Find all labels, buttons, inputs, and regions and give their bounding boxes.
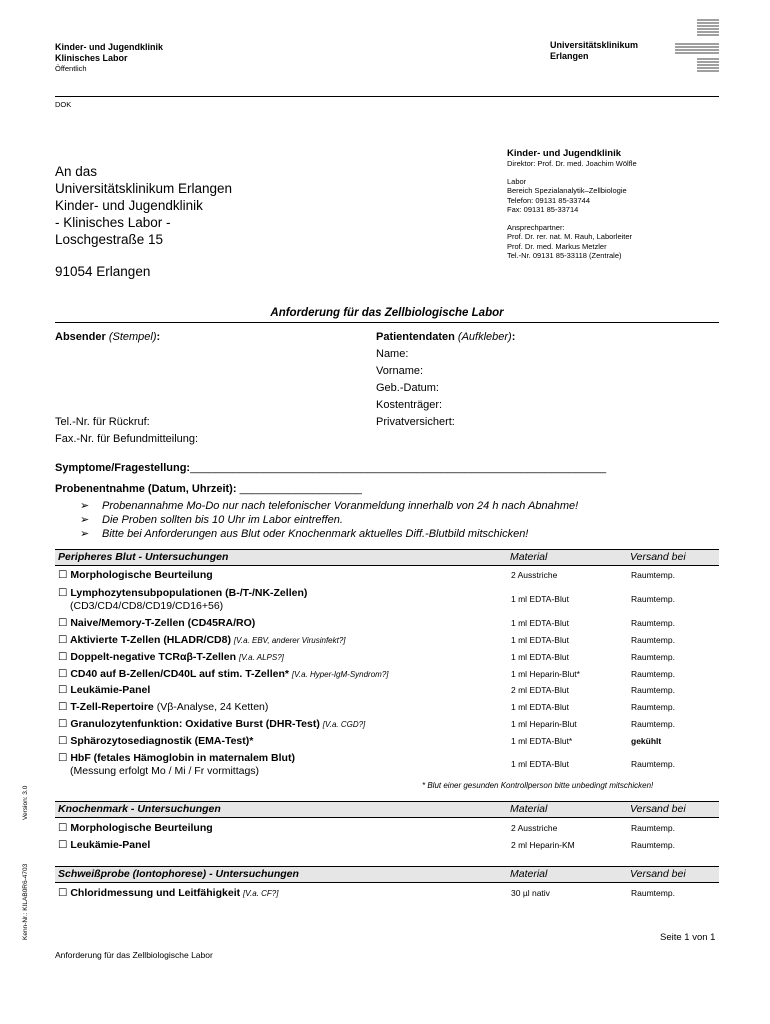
marrow-section-title: Knochenmark - Untersuchungen <box>58 803 221 815</box>
version-label: Version: 3.0 <box>22 785 29 820</box>
test-checkbox-label[interactable] <box>58 668 389 681</box>
material-cell: 1 ml EDTA-Blut <box>511 594 569 604</box>
header-divider <box>55 96 719 97</box>
patient-block[interactable]: Patientendaten (Aufkleber): Name: Vorname: Geb.-Datum: Kostenträger: Privatversichert: <box>376 329 515 431</box>
callback-phone-field[interactable]: Tel.-Nr. für Rückruf: <box>55 416 150 428</box>
test-checkbox-label[interactable] <box>58 569 213 582</box>
test-checkbox-label[interactable] <box>58 839 150 852</box>
address-line: Kinder- und Jugendklinik <box>55 198 203 213</box>
test-checkbox-label[interactable] <box>58 651 284 664</box>
test-note: [V.a. Hyper-IgM-Syndrom?] <box>291 670 389 679</box>
contact-partner: Prof. Dr. med. Markus Metzler <box>507 241 607 251</box>
material-column-header: Material <box>510 551 548 563</box>
checkbox-icon[interactable]: ☐ <box>58 617 68 629</box>
page-number: Seite 1 von 1 <box>660 932 716 943</box>
test-name: CD40 auf B-Zellen/CD40L auf stim. T-Zellen* <box>70 668 289 680</box>
header-university <box>550 40 638 62</box>
test-note: [V.a. ALPS?] <box>238 653 284 662</box>
material-cell: 1 ml EDTA-Blut <box>511 702 569 712</box>
arrow-icon: ➢ <box>80 528 90 540</box>
test-name: T-Zell-Repertoire <box>70 701 154 713</box>
contact-fax: Fax: 09131 85-33714 <box>507 205 579 214</box>
patient-insurer-field[interactable]: Kostenträger: <box>376 399 443 411</box>
checkbox-icon[interactable]: ☐ <box>58 684 68 696</box>
contact-block <box>507 148 637 261</box>
callback-block <box>55 414 198 448</box>
test-name: Lymphozytensubpopulationen (B-/T-/NK-Zellen) <box>70 587 308 599</box>
header-lab: Klinisches Labor <box>55 53 128 63</box>
test-name: Sphärozytosediagnostik (EMA-Test)* <box>70 735 254 747</box>
sweat-section-header <box>55 866 719 883</box>
checkbox-icon[interactable]: ☐ <box>58 668 68 680</box>
sampling-field[interactable] <box>55 481 362 498</box>
sender-field[interactable]: Absender (Stempel): <box>55 331 161 343</box>
shipping-cell: Raumtemp. <box>631 669 675 679</box>
patient-hint: (Aufkleber) <box>457 331 512 343</box>
shipping-cell: Raumtemp. <box>631 685 675 695</box>
shipping-cell: Raumtemp. <box>631 888 675 898</box>
test-name: Granulozytenfunktion: Oxidative Burst (DHR-Test) <box>70 718 320 730</box>
checkbox-icon[interactable]: ☐ <box>58 822 68 834</box>
contact-phone: Telefon: 09131 85-33744 <box>507 195 590 205</box>
checkbox-icon[interactable]: ☐ <box>58 718 68 730</box>
material-column-header: Material <box>510 868 548 880</box>
header-clinic: Kinder- und Jugendklinik <box>55 42 164 52</box>
blood-section-header <box>55 549 719 566</box>
material-cell: 1 ml Heparin-Blut* <box>511 669 580 679</box>
shipping-cell: Raumtemp. <box>631 618 675 628</box>
header-university-line1: Universitätsklinikum <box>550 40 639 50</box>
contact-area: Bereich Spezialanalytik–Zellbiologie <box>507 186 627 195</box>
title-divider <box>55 322 719 323</box>
sampling-label: Probenentnahme (Datum, Uhrzeit): <box>55 483 237 495</box>
contact-director: Direktor: Prof. Dr. med. Joachim Wölfle <box>507 159 637 168</box>
sender-label: Absender <box>55 331 106 343</box>
shipping-cell: Raumtemp. <box>631 635 675 645</box>
contact-lab: Labor <box>507 176 527 186</box>
checkbox-icon[interactable]: ☐ <box>58 735 68 747</box>
address-line: - Klinisches Labor - <box>55 215 171 230</box>
test-name: Doppelt-negative TCRαβ-T-Zellen <box>70 651 237 663</box>
material-cell: 1 ml EDTA-Blut <box>511 652 569 662</box>
contact-partner: Prof. Dr. rer. nat. M. Rauh, Laborleiter <box>507 232 633 241</box>
patient-firstname-field[interactable]: Vorname: <box>376 365 424 377</box>
checkbox-icon[interactable]: ☐ <box>58 634 68 646</box>
recipient-address <box>55 163 232 280</box>
shipping-cell: Raumtemp. <box>631 594 675 604</box>
test-checkbox-label[interactable] <box>58 617 255 630</box>
material-cell: 1 ml EDTA-Blut* <box>511 736 573 746</box>
header-public: Öffentlich <box>55 64 87 73</box>
patient-private-field[interactable]: Privatversichert: <box>376 416 455 428</box>
test-checkbox-label[interactable] <box>58 718 365 731</box>
patient-label: Patientendaten <box>376 331 455 343</box>
university-logo-icon <box>675 18 719 73</box>
patient-name-field[interactable]: Name: <box>376 348 409 360</box>
test-name: Morphologische Beurteilung <box>70 822 213 834</box>
checkbox-icon[interactable]: ☐ <box>58 701 68 713</box>
test-name: Morphologische Beurteilung <box>70 569 213 581</box>
test-checkbox-label[interactable] <box>58 634 346 647</box>
test-note: [V.a. CGD?] <box>322 720 366 729</box>
shipping-column-header: Versand bei <box>630 868 686 880</box>
checkbox-icon[interactable]: ☐ <box>58 839 68 851</box>
test-checkbox-label[interactable] <box>58 701 268 714</box>
material-column-header: Material <box>510 803 548 815</box>
sender-hint: (Stempel) <box>108 331 157 343</box>
material-cell: 1 ml Heparin-Blut <box>511 719 577 729</box>
test-checkbox-label[interactable] <box>58 684 150 697</box>
shipping-column-header: Versand bei <box>630 803 686 815</box>
material-cell: 1 ml EDTA-Blut <box>511 635 569 645</box>
arrow-icon: ➢ <box>80 500 90 512</box>
result-fax-field[interactable]: Fax.-Nr. für Befundmitteilung: <box>55 433 199 445</box>
shipping-cell: gekühlt <box>631 736 662 746</box>
shipping-cell: Raumtemp. <box>631 652 675 662</box>
sampling-line: ____________________ <box>236 483 362 495</box>
test-checkbox-label[interactable] <box>58 822 213 835</box>
test-checkbox-label[interactable] <box>58 887 278 900</box>
contact-central: Tel.-Nr. 09131 85-33118 (Zentrale) <box>507 251 622 260</box>
shipping-cell: Raumtemp. <box>631 840 675 850</box>
shipping-cell: Raumtemp. <box>631 570 675 580</box>
header-university-line2: Erlangen <box>550 51 589 61</box>
address-line: Loschgestraße 15 <box>55 232 164 247</box>
checkbox-icon[interactable]: ☐ <box>58 569 68 581</box>
material-cell: 2 Ausstriche <box>511 570 558 580</box>
arrow-icon: ➢ <box>80 514 90 526</box>
address-line: An das <box>55 164 98 179</box>
form-title: Anforderung für das Zellbiologische Labor <box>270 307 504 319</box>
material-cell: 1 ml EDTA-Blut <box>511 618 569 628</box>
address-line: 91054 Erlangen <box>55 264 151 279</box>
symptoms-field[interactable] <box>55 460 606 477</box>
test-checkbox-label[interactable] <box>58 735 253 748</box>
sweat-section-title: Schweißprobe (Iontophorese) - Untersuchungen <box>58 868 299 880</box>
material-cell: 2 Ausstriche <box>511 823 558 833</box>
contact-title: Kinder- und Jugendklinik <box>507 148 622 159</box>
doc-tag: DOK <box>55 100 72 109</box>
test-name: Aktivierte T-Zellen (HLADR/CD8) <box>69 634 231 646</box>
symptoms-line: ____________________________________________________________________ <box>190 462 607 474</box>
shipping-cell: Raumtemp. <box>631 823 675 833</box>
material-cell: 2 ml Heparin-KM <box>511 840 575 850</box>
blood-footnote: * Blut einer gesunden Kontrollperson bitte unbedingt mitschicken! <box>422 781 654 790</box>
blood-section-title: Peripheres Blut - Untersuchungen <box>58 551 229 563</box>
shipping-column-header: Versand bei <box>630 551 686 563</box>
checkbox-icon[interactable]: ☐ <box>58 651 68 663</box>
test-name: Leukämie-Panel <box>70 839 151 851</box>
shipping-cell: Raumtemp. <box>631 702 675 712</box>
shipping-cell: Raumtemp. <box>631 759 675 769</box>
checkbox-icon[interactable]: ☐ <box>58 887 68 899</box>
test-name: HbF (fetales Hämoglobin in maternalem Blut) <box>70 752 295 764</box>
test-note: [V.a. EBV, anderer Virusinfekt?] <box>233 636 346 645</box>
footer-title: Anforderung für das Zellbiologische Labor <box>55 950 213 960</box>
test-checkbox-label[interactable] <box>58 752 295 765</box>
address-line: Universitätsklinikum Erlangen <box>55 181 233 196</box>
material-cell: 30 µl nativ <box>511 888 550 898</box>
symptoms-label: Symptome/Fragestellung: <box>55 462 191 474</box>
test-note: (Messung erfolgt Mo / Mi / Fr vormittags) <box>70 765 260 777</box>
test-checkbox-label[interactable] <box>58 587 307 600</box>
patient-birthdate-field[interactable]: Geb.-Datum: <box>376 382 439 394</box>
contact-partners-label: Ansprechpartner: <box>507 222 565 232</box>
material-cell: 2 ml EDTA-Blut <box>511 685 569 695</box>
test-note: (CD3/CD4/CD8/CD19/CD16+56) <box>70 600 224 612</box>
checkbox-icon[interactable]: ☐ <box>58 752 68 764</box>
test-note: (Vβ-Analyse, 24 Ketten) <box>156 701 269 713</box>
test-name: Leukämie-Panel <box>70 684 151 696</box>
checkbox-icon[interactable]: ☐ <box>58 587 68 599</box>
test-name: Chloridmessung und Leitfähigkeit <box>70 887 241 899</box>
shipping-cell: Raumtemp. <box>631 719 675 729</box>
header-dept <box>55 42 163 73</box>
kenn-number: Kenn-Nr.: KILAB0R6-4703 <box>22 863 29 940</box>
test-note: [V.a. CF?] <box>243 889 279 898</box>
test-name: Naive/Memory-T-Zellen (CD45RA/RO) <box>70 617 256 629</box>
material-cell: 1 ml EDTA-Blut <box>511 759 569 769</box>
marrow-section-header <box>55 801 719 818</box>
